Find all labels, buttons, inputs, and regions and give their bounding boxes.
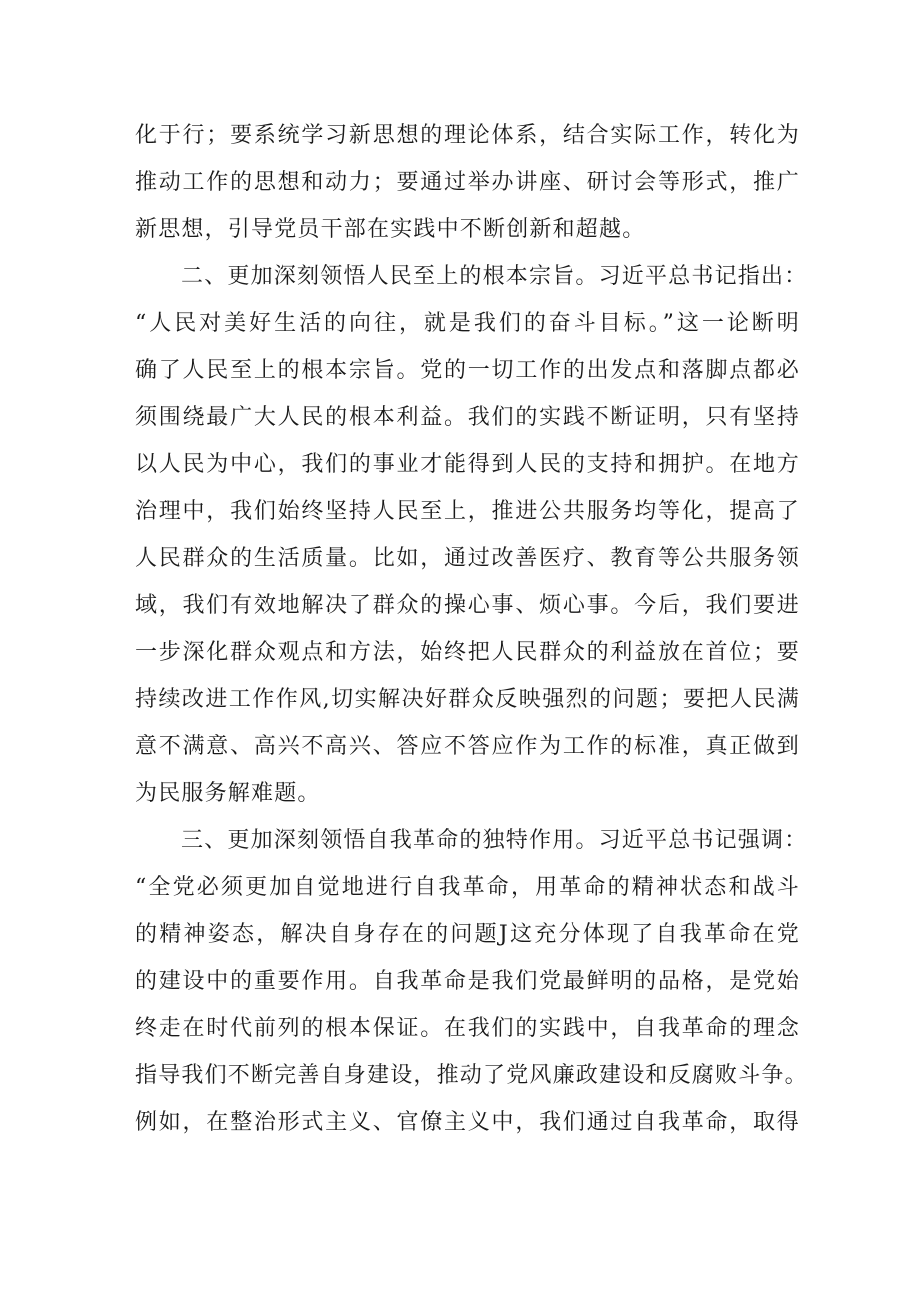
text-line: 域，我们有效地解决了群众的操心事、烦心事。今后，我们要进 <box>135 593 800 618</box>
text-line: 确了人民至上的根本宗旨。党的一切工作的出发点和落脚点都必 <box>135 358 800 383</box>
text-line: 例如，在整治形式主义、官僚主义中，我们通过自我革命，取得 <box>135 1110 800 1135</box>
text-line: 一步深化群众观点和方法，始终把人民群众的利益放在首位；要 <box>135 640 800 665</box>
text-line: 化于行；要系统学习新思想的理论体系，结合实际工作，转化为 <box>135 123 800 148</box>
body-text <box>135 112 808 1146</box>
text-line: 持续改进工作作风,切实解决好群众反映强烈的问题；要把人民满 <box>135 687 800 712</box>
text-line: 终走在时代前列的根本保证。在我们的实践中，自我革命的理念 <box>135 1016 800 1041</box>
text-line: 的精神姿态，解决自身存在的问题J这充分体现了自我革命在党 <box>135 922 800 947</box>
text-line: 推动工作的思想和动力；要通过举办讲座、研讨会等形式，推广 <box>135 170 800 195</box>
text-line: 人民群众的生活质量。比如，通过改善医疗、教育等公共服务领 <box>135 546 800 571</box>
text-line: “全党必须更加自觉地进行自我革命，用革命的精神状态和战斗 <box>135 875 800 900</box>
text-line: 为民服务解难题。 <box>135 781 321 806</box>
text-line: 以人民为中心，我们的事业才能得到人民的支持和拥护。在地方 <box>135 452 800 477</box>
text-line: 三、更加深刻领悟自我革命的独特作用。习近平总书记强调： <box>181 828 808 853</box>
text-line: 的建设中的重要作用。自我革命是我们党最鲜明的品格，是党始 <box>135 969 800 994</box>
text-line: 指导我们不断完善自身建设，推动了党风廉政建设和反腐败斗争。 <box>135 1063 808 1088</box>
text-line: 意不满意、高兴不高兴、答应不答应作为工作的标准，真正做到 <box>135 734 800 759</box>
text-line: 治理中，我们始终坚持人民至上，推进公共服务均等化，提高了 <box>135 499 800 524</box>
text-line: 二、更加深刻领悟人民至上的根本宗旨。习近平总书记指出： <box>181 264 808 289</box>
text-line: “人民对美好生活的向往，就是我们的奋斗目标。”这一论断明 <box>135 311 800 336</box>
text-line: 须围绕最广大人民的根本利益。我们的实践不断证明，只有坚持 <box>135 405 800 430</box>
text-line: 新思想，引导党员干部在实践中不断创新和超越。 <box>135 217 646 242</box>
